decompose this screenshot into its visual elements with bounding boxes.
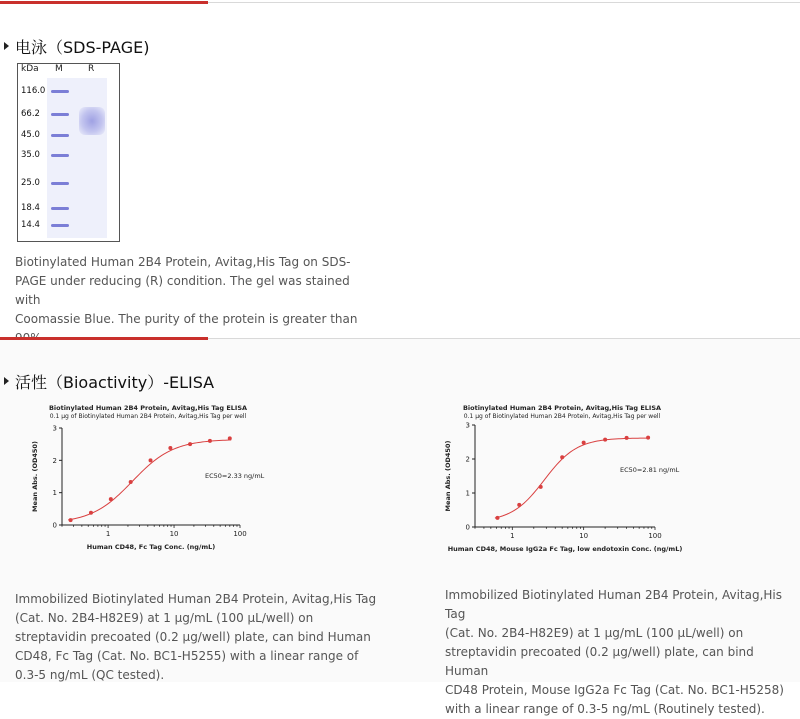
- elisa-chart-qc: [20, 400, 280, 565]
- sds-section-title: 电泳（SDS-PAGE): [15, 38, 150, 57]
- sds-caption-line: Biotinylated Human 2B4 Protein, Avitag,His Tag on SDS-: [15, 255, 351, 269]
- chart-subtitle: 0.1 μg of Biotinylated Human 2B4 Protein, Avitag,His Tag per well: [49, 413, 247, 420]
- y-tick-label: 0: [465, 523, 470, 532]
- chart-title: Biotinylated Human 2B4 Protein, Avitag,His Tag ELISA: [48, 404, 248, 412]
- sds-caption-line: PAGE under reducing (R) condition. The gel was stained with: [15, 274, 350, 307]
- x-tick-label: 10: [579, 532, 589, 540]
- gel-lane-background: [47, 78, 107, 238]
- data-point: [603, 438, 607, 442]
- gel-marker-label: 66.2: [21, 109, 40, 119]
- elisa-section-title: 活性（Bioactivity）-ELISA: [15, 373, 215, 392]
- data-point: [188, 442, 192, 446]
- gel-marker-band: [51, 154, 69, 157]
- sds-caption-line: Coomassie Blue. The purity of the protein is greater than: [15, 312, 358, 326]
- elisa-chart-routine: [435, 400, 700, 560]
- gel-marker-label: 25.0: [21, 178, 40, 188]
- data-point: [69, 518, 73, 522]
- top-accent-bar: [0, 1, 208, 4]
- data-point: [517, 503, 521, 507]
- gel-header-reduced: R: [88, 64, 95, 74]
- y-tick-label: 2: [52, 456, 57, 465]
- elisa-caption-line: streptavidin precoated (0.2 μg/well) plate, can bind Human: [15, 630, 371, 644]
- gel-marker-label: 18.4: [21, 203, 40, 213]
- gel-sample-band: [79, 107, 105, 135]
- data-point: [109, 497, 113, 501]
- y-tick-label: 1: [52, 489, 57, 498]
- ec50-annotation: EC50=2.33 ng/mL: [205, 472, 265, 480]
- gel-header-marker: M: [55, 64, 63, 74]
- gel-marker-label: 45.0: [21, 130, 40, 140]
- y-tick-label: 3: [465, 421, 470, 430]
- elisa-caption-line: (Cat. No. 2B4-H82E9) at 1 μg/mL (100 μL/well) on: [15, 611, 314, 625]
- x-tick-label: 1: [105, 530, 111, 538]
- elisa-caption-line: with a linear range of 0.3-5 ng/mL (Routinely tested).: [445, 702, 765, 716]
- elisa-section-heading: [4, 370, 214, 393]
- elisa-caption-line: CD48, Fc Tag (Cat. No. BC1-H5255) with a linear range of: [15, 649, 359, 663]
- elisa-caption-line: streptavidin precoated (0.2 μg/well) plate, can bind Human: [445, 645, 754, 678]
- gel-marker-band: [51, 224, 69, 227]
- mid-accent-bar: [0, 337, 208, 340]
- elisa-caption-line: 0.3-5 ng/mL (QC tested).: [15, 668, 165, 682]
- elisa-caption-line: CD48 Protein, Mouse IgG2a Fc Tag (Cat. No. BC1-H5258): [445, 683, 784, 697]
- y-tick-label: 3: [52, 424, 57, 433]
- data-point: [129, 480, 133, 484]
- data-point: [149, 458, 153, 462]
- data-point: [495, 516, 499, 520]
- chart-title: Biotinylated Human 2B4 Protein, Avitag,His Tag ELISA: [462, 404, 662, 412]
- elisa-caption-routine: [445, 586, 795, 719]
- x-axis-label: Human CD48, Mouse IgG2a Fc Tag, low endotoxin Conc. (ng/mL): [447, 545, 683, 553]
- elisa-caption-line: Immobilized Biotinylated Human 2B4 Protein, Avitag,His Tag: [15, 592, 377, 606]
- data-point: [539, 485, 543, 489]
- gel-marker-band: [51, 207, 69, 210]
- y-tick-label: 2: [465, 455, 470, 464]
- data-point: [646, 436, 650, 440]
- sds-gel-image: [17, 63, 120, 242]
- data-point: [560, 455, 564, 459]
- x-tick-label: 100: [233, 530, 247, 538]
- gel-marker-band: [51, 90, 69, 93]
- x-tick-label: 100: [648, 532, 662, 540]
- bullet-triangle-icon: [4, 42, 9, 50]
- elisa-caption-line: Immobilized Biotinylated Human 2B4 Protein, Avitag,His Tag: [445, 588, 782, 621]
- x-tick-label: 1: [510, 532, 515, 540]
- x-axis-label: Human CD48, Fc Tag Conc. (ng/mL): [86, 543, 216, 551]
- y-tick-label: 1: [465, 489, 470, 498]
- ec50-annotation: EC50=2.81 ng/mL: [620, 466, 680, 474]
- data-point: [582, 441, 586, 445]
- sds-section-heading: [4, 35, 149, 58]
- elisa-caption-line: (Cat. No. 2B4-H82E9) at 1 μg/mL (100 μL/well) on: [445, 626, 744, 640]
- y-tick-label: 0: [52, 521, 57, 530]
- gel-marker-band: [51, 182, 69, 185]
- gel-marker-label: 14.4: [21, 220, 40, 230]
- data-point: [89, 511, 93, 515]
- data-point: [168, 446, 172, 450]
- sds-caption: [15, 253, 375, 348]
- chart-subtitle: 0.1 μg of Biotinylated Human 2B4 Protein, Avitag,His Tag per well: [463, 413, 661, 420]
- gel-marker-label: 35.0: [21, 150, 40, 160]
- bullet-triangle-icon: [4, 377, 9, 385]
- gel-header-kda: kDa: [21, 64, 39, 74]
- y-axis-label: Mean Abs. (OD450): [444, 440, 452, 512]
- elisa-caption-qc: [15, 590, 415, 685]
- y-axis-label: Mean Abs. (OD450): [31, 441, 39, 512]
- gel-marker-band: [51, 134, 69, 137]
- data-point: [625, 436, 629, 440]
- data-point: [208, 439, 212, 443]
- gel-marker-band: [51, 113, 69, 116]
- data-point: [228, 436, 232, 440]
- x-tick-label: 10: [169, 530, 179, 538]
- gel-marker-label: 116.0: [21, 86, 46, 96]
